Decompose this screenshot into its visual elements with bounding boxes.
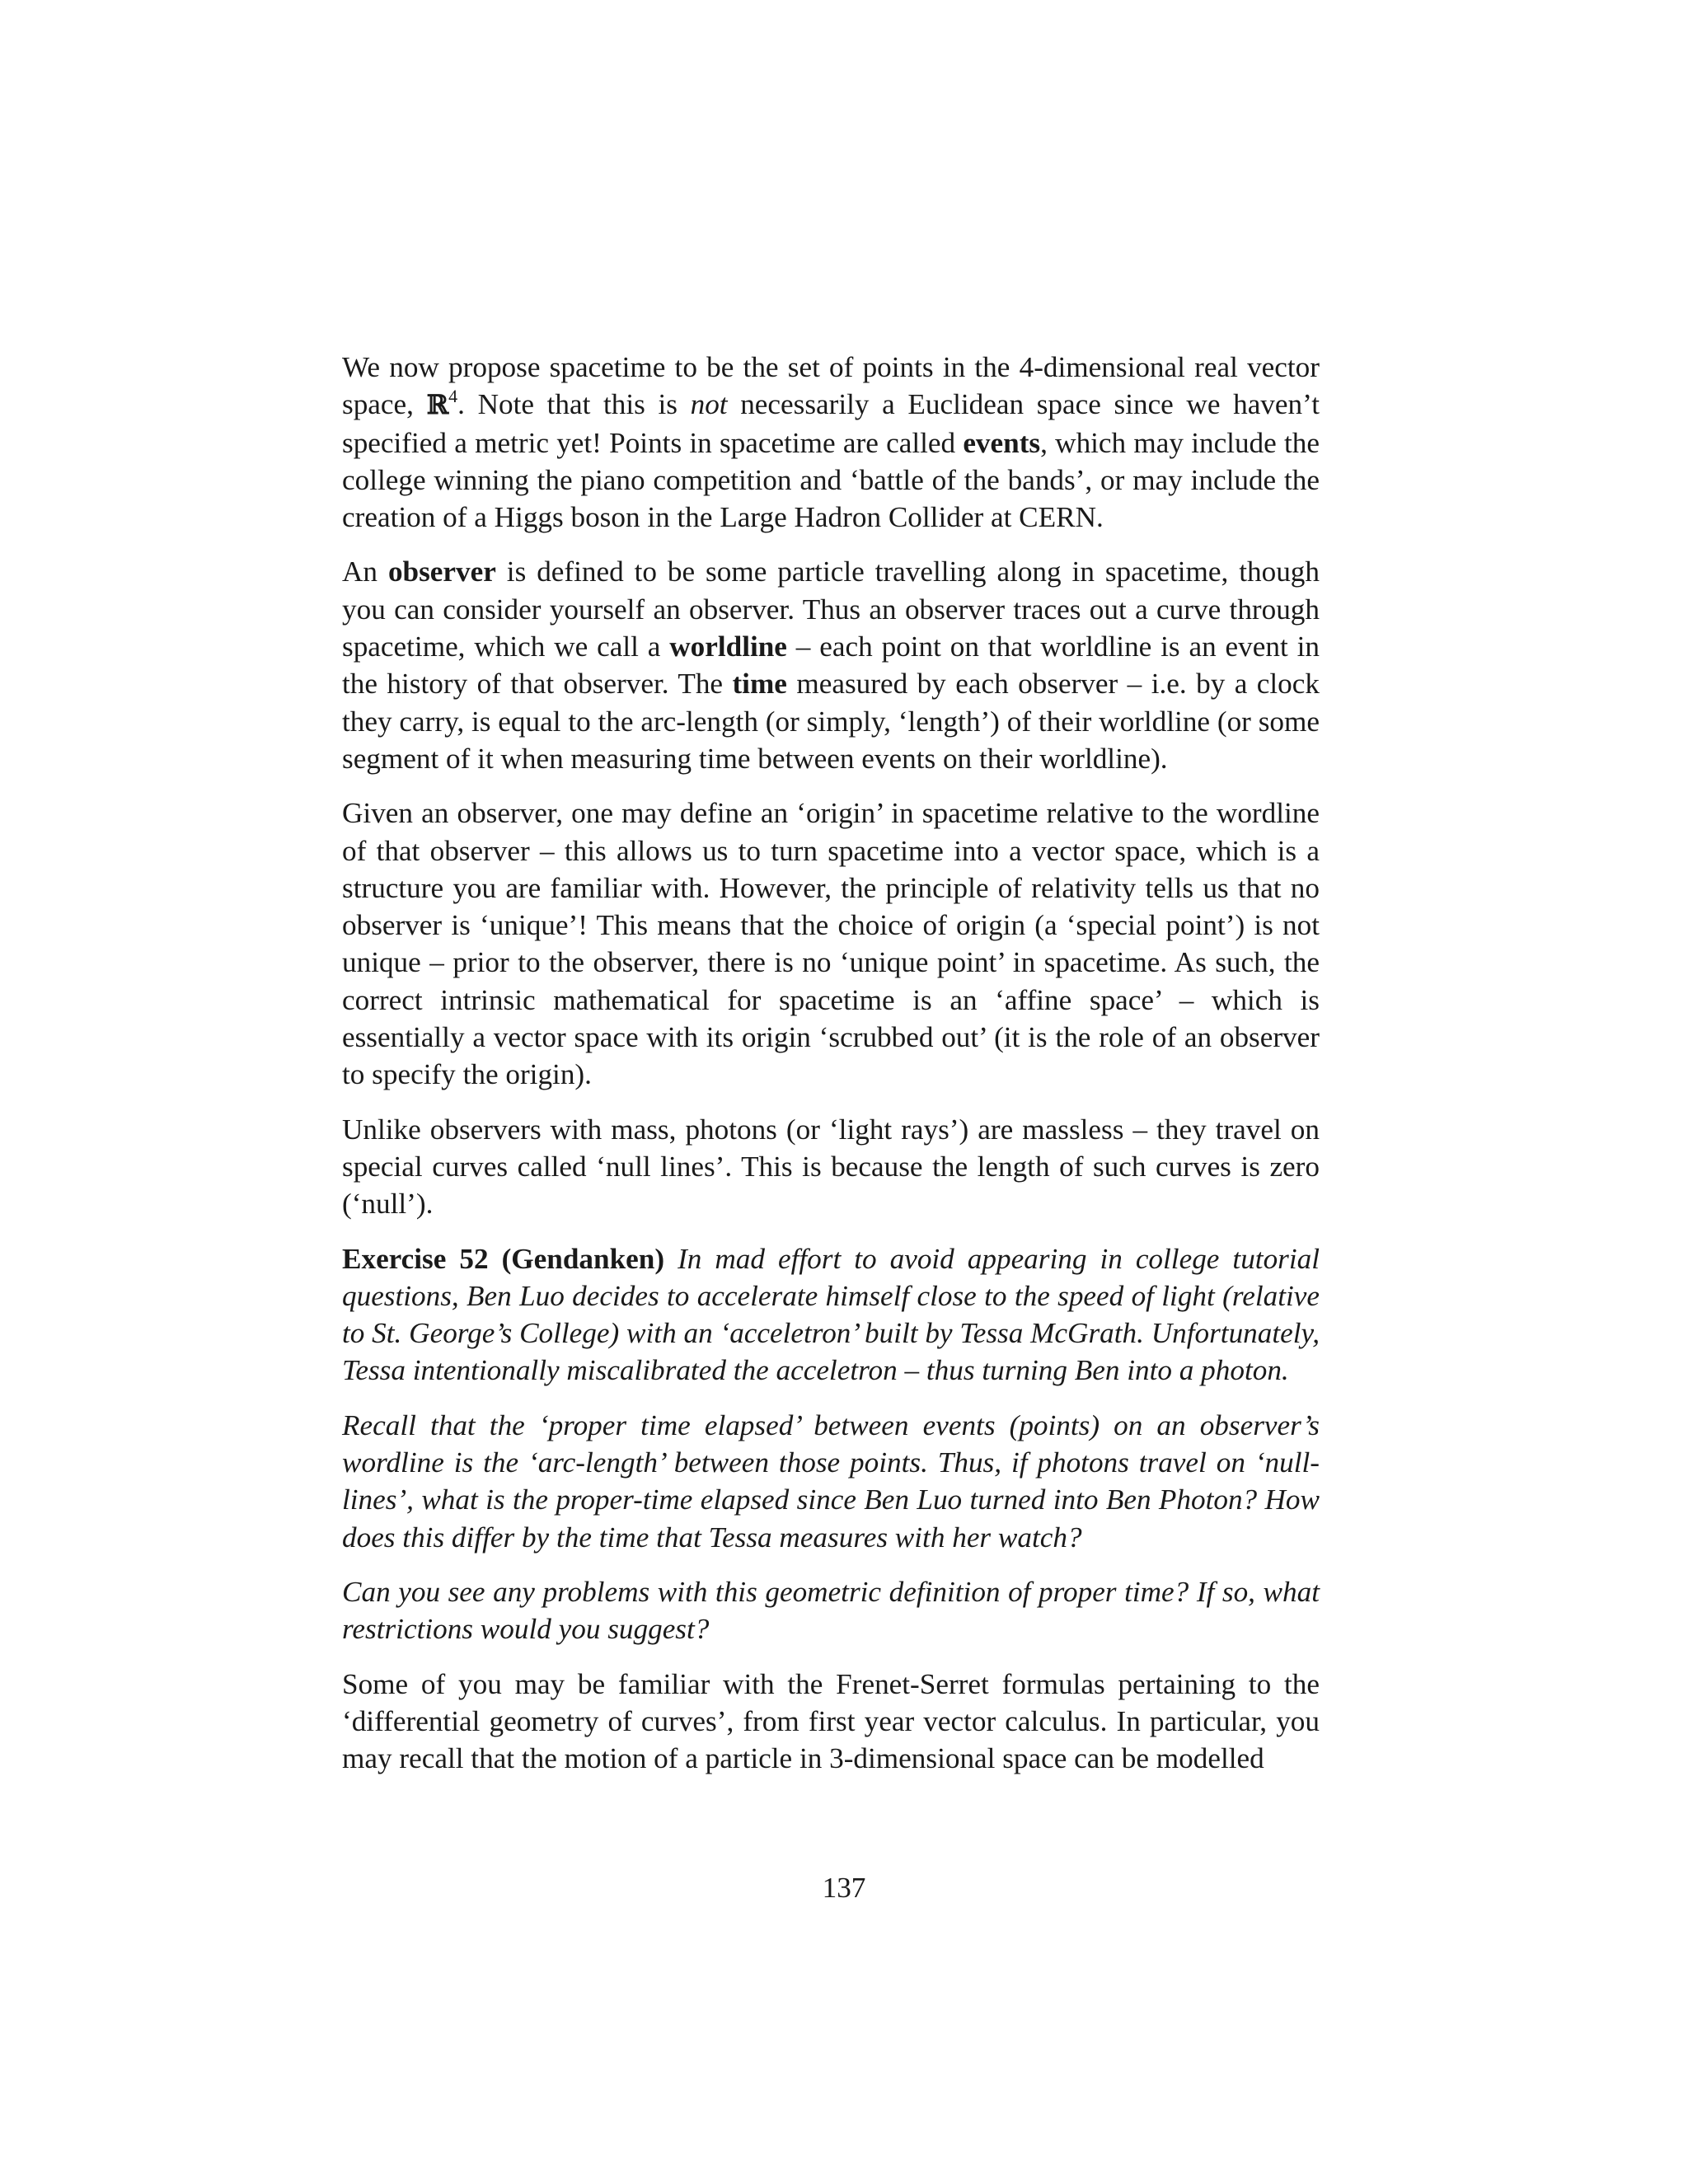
superscript-four: 4 [448,385,458,406]
term-worldline: worldline [669,630,787,663]
exercise-52-part-3: Can you see any problems with this geometric definition of proper time? If so, what restrictions would you suggest? [342,1575,1320,1646]
text-run: We now propose spacetime to be the set of points in the 4-dimensional real vector space, [342,351,1320,421]
text-run: – each point on that worldline is an event in the history of that observer. The [342,630,1320,701]
real-numbers-symbol: ℝ [426,389,449,421]
paragraph-observer [342,553,1320,777]
text-run: . Note that this is [457,388,691,421]
term-time: time [732,668,787,701]
paragraph-spacetime [342,349,1320,536]
page-number: 137 [822,1872,866,1904]
term-events: events [963,426,1041,459]
text-run: necessarily a Euclidean space since we haven’t specified a metric yet! Points in spacetime are called [342,388,1320,459]
page-body [342,349,1320,1794]
emphasis-not: not [690,388,728,421]
paragraph-photons: Unlike observers with mass, photons (or ‘light rays’) are massless – they travel on special curves called ‘null lines’. This is because the length of such curves is zero (‘null’). [342,1113,1320,1221]
text-run: , which may include the college winning the piano competition and ‘battle of the bands’, or may include the creation of a Higgs boson in the Large Hadron Collider at CERN. [342,426,1320,534]
exercise-52-part-2: Recall that the ‘proper time elapsed’ between events (points) on an observer’s wordline is the ‘arc-length’ between those points. Thus, if photons travel on ‘null-lines’, what is the proper-time elapsed since Ben Luo turned into Ben Photon? How does this differ by the time that Tessa measures with her watch? [342,1408,1320,1554]
paragraph-frenet-serret: Some of you may be familiar with the Frenet-Serret formulas pertaining to the ‘differential geometry of curves’, from first year vector calculus. In particular, you may recall that the motion of a particle in 3-dimensional space can be modelled [342,1667,1320,1775]
term-observer: observer [387,555,496,588]
text-run: is defined to be some particle travelling along in spacetime, though you can consider yourself an observer. Thus an observer traces out a curve through spacetime, which we call a [342,555,1320,663]
paragraph-origin: Given an observer, one may define an ‘origin’ in spacetime relative to the wordline of that observer – this allows us to turn spacetime into a vector space, which is a structure you are familiar with. However, the principle of relativity tells us that no observer is ‘unique’! This means that the choice of origin (a ‘special point’) is not unique – prior to the observer, there is no ‘unique point’ in spacetime. As such, the correct intrinsic mathematical for spacetime is an ‘affine space’ – which is essentially a vector space with its origin ‘scrubbed out’ (it is the role of an observer to specify the origin). [342,797,1320,1091]
exercise-52 [342,1240,1320,1390]
text-run: measured by each observer – i.e. by a clock they carry, is equal to the arc-length (or simply, ‘length’) of their worldline (or some segment of it when measuring time between events on their worldline). [342,668,1320,775]
exercise-heading: Exercise 52 (Gendanken) [342,1242,665,1275]
exercise-text: In mad effort to avoid appearing in college tutorial questions, Ben Luo decides to accelerate himself close to the speed of light (relative to St. George’s College) with an ‘acceletron’ built by Tessa McGrath. Unfortunately, Tessa intentionally miscalibrated the acceletron – thus turning Ben into a photon. [342,1242,1320,1387]
text-run: An [342,555,388,588]
